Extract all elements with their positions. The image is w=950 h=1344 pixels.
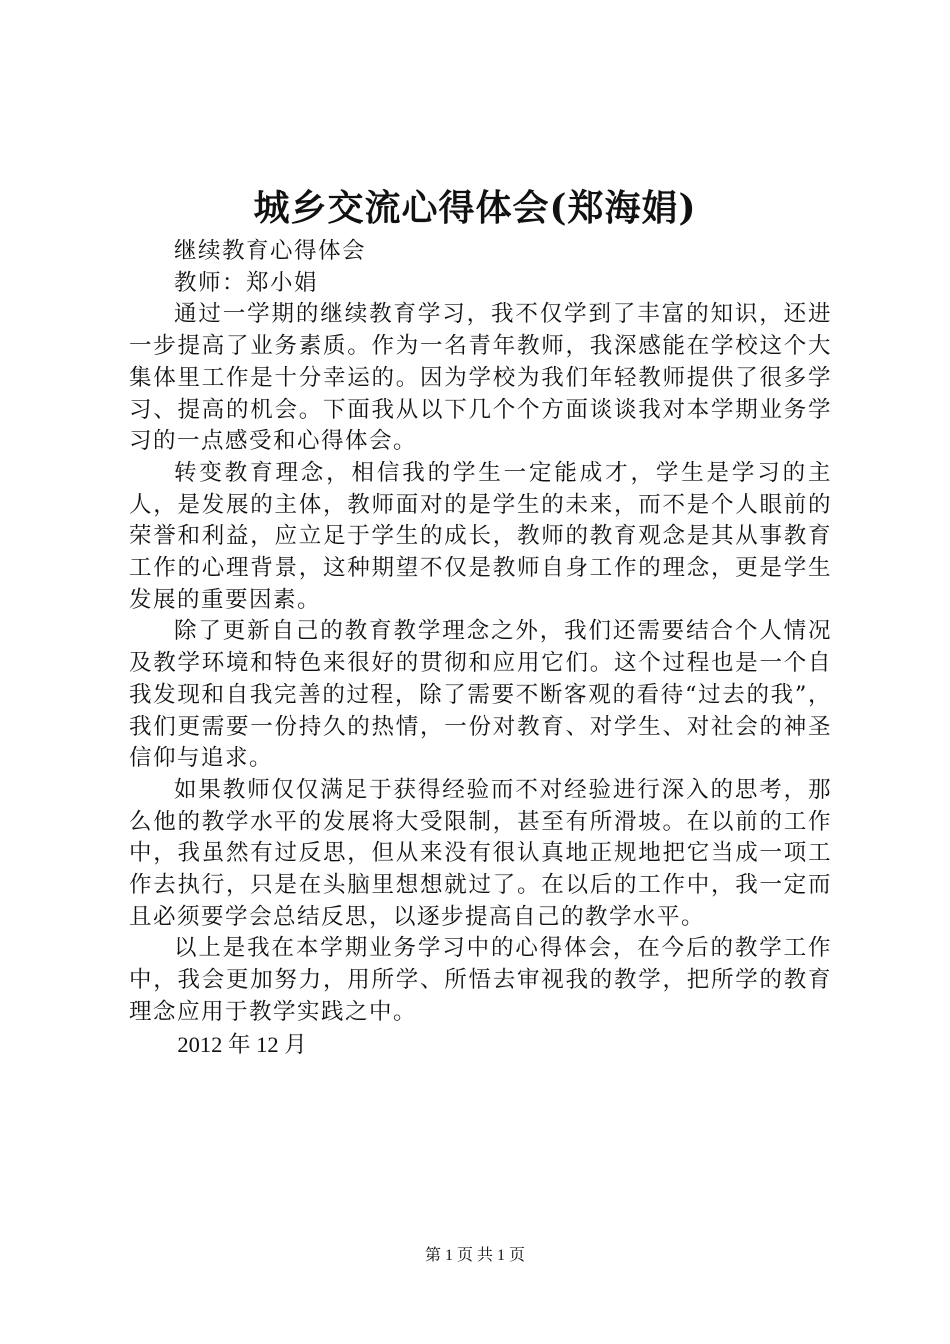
document-date: 2012 年 12 月 [177,1031,307,1057]
paragraph-2: 转变教育理念，相信我的学生一定能成才，学生是学习的主人，是发展的主体，教师面对的是学生的未来，而不是个人眼前的荣誉和利益，应立足于学生的成长，教师的教育观念是其从事教育工作的心理背景，这种期望不仅是教师自身工作的理念，更是学生发展的重要因素。 [129,459,832,613]
paragraph-3: 除了更新自己的教育教学理念之外，我们还需要结合个人情况及教学环境和特色来很好的贯彻和应用它们。这个过程也是一个自我发现和自我完善的过程，除了需要不断客观的看待“过去的我”，我们更需要一份持久的热情，一份对教育、对学生、对社会的神圣信仰与追求。 [129,618,832,772]
paragraph-1: 通过一学期的继续教育学习，我不仅学到了丰富的知识，还进一步提高了业务素质。作为一名青年教师，我深感能在学校这个大集体里工作是十分幸运的。因为学校为我们年轻教师提供了很多学习、提高的机会。下面我从以下几个个方面谈谈我对本学期业务学习的一点感受和心得体会。 [129,301,832,455]
page-footer: 第 1 页 共 1 页 [424,1247,525,1264]
paragraph-4: 如果教师仅仅满足于获得经验而不对经验进行深入的思考，那么他的教学水平的发展将大受限制，甚至有所滑坡。在以前的工作中，我虽然有过反思，但从来没有很认真地正规地把它当成一项工作去执行，只是在头脑里想想就过了。在以后的工作中，我一定而且必须要学会总结反思，以逐步提高自己的教学水平。 [129,776,832,930]
document-title: 城乡交流心得体会(郑海娟) [253,187,697,229]
document-subtitle: 继续教育心得体会 [174,238,367,264]
author-line: 教师：郑小娟 [174,269,319,296]
document-body [129,236,832,1060]
paragraph-5: 以上是我在本学期业务学习中的心得体会，在今后的教学工作中，我会更加努力，用所学、所悟去审视我的教学，把所学的教育理念应用于教学实践之中。 [129,935,832,1025]
